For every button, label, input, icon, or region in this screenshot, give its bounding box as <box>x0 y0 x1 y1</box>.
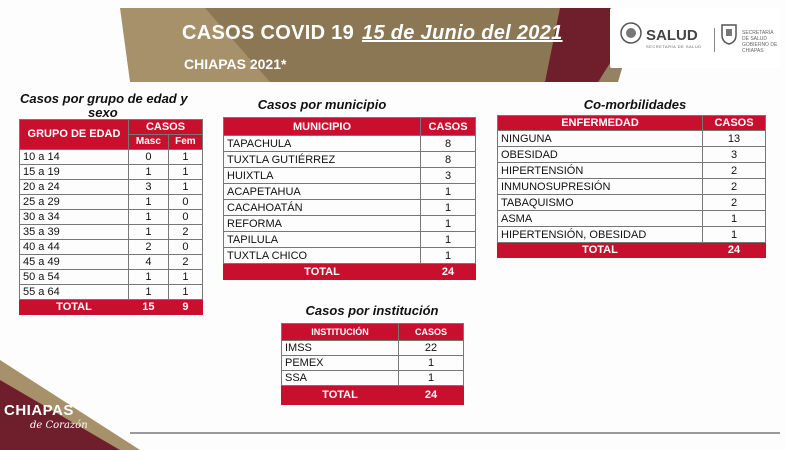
eagle-emblem-icon <box>620 22 642 44</box>
municipio-casos-cell: 1 <box>421 232 476 248</box>
municipio-casos-cell: 1 <box>421 248 476 264</box>
institucion-casos-cell: 22 <box>399 341 464 356</box>
edad-fem-cell: 1 <box>168 165 202 180</box>
comorbilidad-name-cell: TABAQUISMO <box>498 195 703 211</box>
edad-masc-cell: 1 <box>129 195 169 210</box>
edad-group-cell: 50 a 54 <box>20 270 129 285</box>
institucion-name-cell: IMSS <box>282 341 399 356</box>
edad-table-body <box>20 150 203 315</box>
edad-fem-cell: 2 <box>168 225 202 240</box>
title-date: 15 de Junio del 2021 <box>362 22 563 44</box>
comorbilidad-casos-cell: 2 <box>703 195 766 211</box>
table-row <box>20 240 203 255</box>
edad-fem-cell: 2 <box>168 255 202 270</box>
edad-fem-cell: 0 <box>168 240 202 255</box>
edad-title-line1: Casos por grupo de edad y <box>20 91 188 106</box>
municipio-name-cell: TUXTLA CHICO <box>224 248 421 264</box>
comorbilidades-header-casos: CASOS <box>703 116 766 131</box>
comorbilidad-name-cell: HIPERTENSIÓN <box>498 163 703 179</box>
institucion-total-value: 24 <box>399 386 464 405</box>
municipio-casos-cell: 1 <box>421 184 476 200</box>
institucion-header-casos: CASOS <box>399 324 464 341</box>
edad-group-cell: 45 a 49 <box>20 255 129 270</box>
page-subtitle: CHIAPAS 2021* <box>184 56 287 72</box>
edad-header-group: GRUPO DE EDAD <box>20 120 129 150</box>
municipio-casos-cell: 8 <box>421 136 476 152</box>
edad-masc-cell: 1 <box>129 285 169 300</box>
table-row <box>224 200 476 216</box>
municipio-total-row <box>224 264 476 280</box>
edad-title-line2: sexo <box>88 105 118 120</box>
comorbilidad-name-cell: INMUNOSUPRESIÓN <box>498 179 703 195</box>
table-row <box>498 163 766 179</box>
municipio-casos-cell: 1 <box>421 216 476 232</box>
municipio-header-casos: CASOS <box>421 118 476 136</box>
comorbilidades-total-value: 24 <box>703 243 766 258</box>
edad-total-masc: 15 <box>129 300 169 315</box>
chiapas-tagline: de Corazón <box>30 420 88 431</box>
chiapas-shield-icon <box>720 23 738 45</box>
institucion-total-row <box>282 386 464 405</box>
table-row <box>20 165 203 180</box>
edad-total-label: TOTAL <box>20 300 129 315</box>
municipio-name-cell: TAPACHULA <box>224 136 421 152</box>
comorbilidad-name-cell: HIPERTENSIÓN, OBESIDAD <box>498 227 703 243</box>
institucion-section-title: Casos por institución <box>305 303 439 318</box>
salud-brand: SALUD <box>646 27 698 44</box>
chiapas-logo-text: CHIAPAS <box>4 402 74 419</box>
table-row <box>498 195 766 211</box>
municipio-total-label: TOTAL <box>224 264 421 280</box>
municipio-section-title: Casos por municipio <box>257 97 387 112</box>
municipio-total-value: 24 <box>421 264 476 280</box>
table-row <box>282 356 464 371</box>
edad-header-casos: CASOS <box>129 120 203 135</box>
edad-masc-cell: 4 <box>129 255 169 270</box>
edad-fem-cell: 1 <box>168 150 202 165</box>
edad-group-cell: 15 a 19 <box>20 165 129 180</box>
table-row <box>282 341 464 356</box>
institucion-name-cell: PEMEX <box>282 356 399 371</box>
table-row <box>224 152 476 168</box>
municipio-casos-cell: 8 <box>421 152 476 168</box>
logo-divider <box>714 28 715 52</box>
bottom-divider <box>130 432 780 434</box>
comorbilidad-casos-cell: 1 <box>703 227 766 243</box>
edad-masc-cell: 3 <box>129 180 169 195</box>
institucion-header-name: INSTITUCIÓN <box>282 324 399 341</box>
edad-group-cell: 20 a 24 <box>20 180 129 195</box>
municipio-name-cell: HUIXTLA <box>224 168 421 184</box>
institucion-casos-cell: 1 <box>399 356 464 371</box>
edad-masc-cell: 2 <box>129 240 169 255</box>
table-row <box>224 248 476 264</box>
comorbilidades-header-name: ENFERMEDAD <box>498 116 703 131</box>
institucion-casos-cell: 1 <box>399 371 464 386</box>
table-row <box>498 179 766 195</box>
table-row <box>498 131 766 147</box>
edad-fem-cell: 1 <box>168 180 202 195</box>
edad-masc-cell: 1 <box>129 270 169 285</box>
salud-small-text-right: SECRETARÍA DE SALUD GOBIERNO DE CHIAPAS <box>742 30 778 54</box>
edad-header-fem: Fem <box>168 135 202 150</box>
table-row <box>20 270 203 285</box>
table-row <box>498 147 766 163</box>
edad-fem-cell: 1 <box>168 285 202 300</box>
edad-group-cell: 40 a 44 <box>20 240 129 255</box>
title-text: CASOS COVID 19 <box>182 22 355 44</box>
page-title <box>182 22 563 45</box>
municipio-name-cell: CACAHOATÁN <box>224 200 421 216</box>
edad-group-cell: 30 a 34 <box>20 210 129 225</box>
table-row <box>224 232 476 248</box>
municipio-casos-cell: 3 <box>421 168 476 184</box>
table-row <box>224 184 476 200</box>
comorbilidad-name-cell: NINGUNA <box>498 131 703 147</box>
municipio-casos-cell: 1 <box>421 200 476 216</box>
table-row <box>498 227 766 243</box>
comorbilidades-section-title: Co-morbilidades <box>583 97 687 112</box>
edad-fem-cell: 0 <box>168 210 202 225</box>
comorbilidad-casos-cell: 1 <box>703 211 766 227</box>
salud-logo <box>610 8 780 68</box>
comorbilidad-casos-cell: 2 <box>703 179 766 195</box>
comorbilidades-table <box>497 115 766 258</box>
edad-group-cell: 25 a 29 <box>20 195 129 210</box>
table-row <box>20 180 203 195</box>
table-row <box>20 150 203 165</box>
table-row <box>498 211 766 227</box>
edad-masc-cell: 1 <box>129 225 169 240</box>
comorbilidad-casos-cell: 2 <box>703 163 766 179</box>
edad-fem-cell: 0 <box>168 195 202 210</box>
edad-section-title <box>20 92 200 120</box>
edad-fem-cell: 1 <box>168 270 202 285</box>
comorbilidades-total-label: TOTAL <box>498 243 703 258</box>
institucion-total-label: TOTAL <box>282 386 399 405</box>
table-row <box>20 285 203 300</box>
table-row <box>224 136 476 152</box>
municipio-name-cell: ACAPETAHUA <box>224 184 421 200</box>
table-row <box>20 225 203 240</box>
comorbilidad-casos-cell: 3 <box>703 147 766 163</box>
municipio-name-cell: REFORMA <box>224 216 421 232</box>
edad-masc-cell: 1 <box>129 165 169 180</box>
edad-group-cell: 10 a 14 <box>20 150 129 165</box>
table-row <box>224 168 476 184</box>
table-row <box>224 216 476 232</box>
edad-group-cell: 35 a 39 <box>20 225 129 240</box>
comorbilidad-name-cell: OBESIDAD <box>498 147 703 163</box>
edad-masc-cell: 0 <box>129 150 169 165</box>
comorbilidad-name-cell: ASMA <box>498 211 703 227</box>
table-row <box>282 371 464 386</box>
edad-total-row <box>20 300 203 315</box>
comorbilidad-casos-cell: 13 <box>703 131 766 147</box>
edad-masc-cell: 1 <box>129 210 169 225</box>
municipio-table <box>223 117 476 280</box>
table-row <box>20 195 203 210</box>
institucion-table <box>281 323 464 405</box>
table-row <box>20 255 203 270</box>
municipio-header-name: MUNICIPIO <box>224 118 421 136</box>
salud-small-text: SECRETARÍA DE SALUD <box>646 44 702 49</box>
edad-header-masc: Masc <box>129 135 169 150</box>
table-row <box>20 210 203 225</box>
municipio-name-cell: TUXTLA GUTIÉRREZ <box>224 152 421 168</box>
institucion-name-cell: SSA <box>282 371 399 386</box>
edad-total-fem: 9 <box>168 300 202 315</box>
edad-table <box>19 119 203 315</box>
municipio-name-cell: TAPILULA <box>224 232 421 248</box>
comorbilidades-total-row <box>498 243 766 258</box>
edad-group-cell: 55 a 64 <box>20 285 129 300</box>
